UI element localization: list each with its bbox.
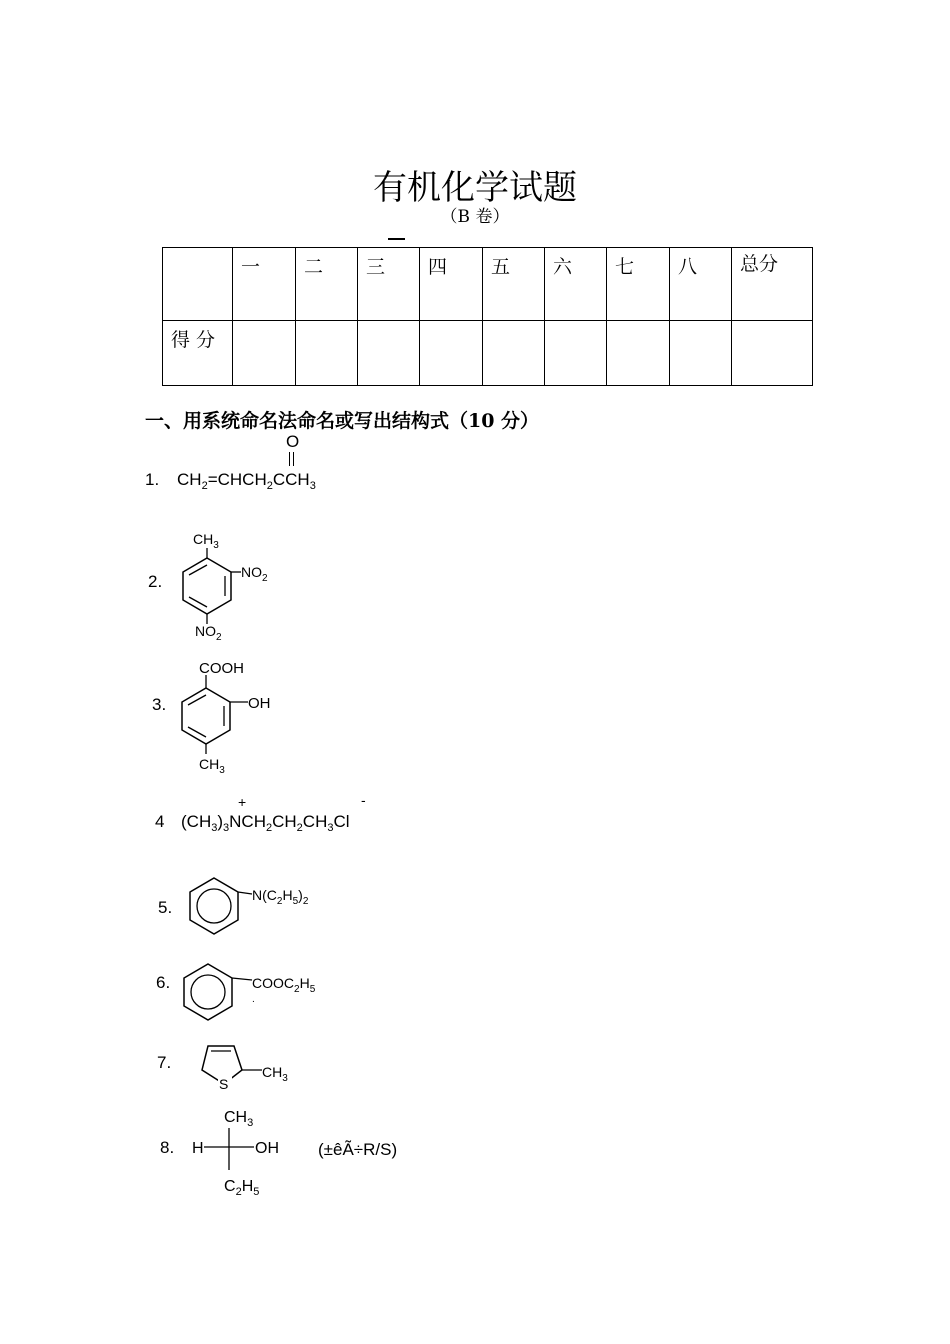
svg-text:NO2: $NO_2$ bbox=[241, 564, 268, 584]
page-subtitle: （B 卷） bbox=[440, 207, 510, 227]
score-row-label: 得 分 bbox=[163, 321, 233, 386]
score-header-cell: 二 bbox=[296, 248, 358, 321]
score-header-cell: 一 bbox=[233, 248, 296, 321]
formula-1: $CH_2=CHCH_2CCH_3$ bbox=[177, 470, 316, 492]
formula-4: $(CH_3)_3NCH_2CH_2CH_3Cl$ bbox=[181, 812, 350, 834]
svg-text:CH3: $CH_3$ bbox=[199, 756, 225, 776]
svg-text:C2H5: $C_2H_5$ bbox=[224, 1178, 260, 1198]
score-header-cell: 五 bbox=[483, 248, 545, 321]
score-cell[interactable] bbox=[670, 321, 732, 386]
structure-5 bbox=[180, 870, 330, 942]
svg-text:CH3: $CH_3$ bbox=[262, 1064, 288, 1084]
score-table bbox=[162, 247, 813, 386]
svg-text:CH3: $CH_3$ bbox=[224, 1109, 254, 1129]
svg-text:OH: OH bbox=[248, 695, 271, 712]
question-number: 5. bbox=[158, 898, 173, 917]
structure-3 bbox=[170, 656, 290, 778]
score-cell[interactable] bbox=[358, 321, 420, 386]
score-header-cell bbox=[163, 248, 233, 321]
score-cell[interactable] bbox=[732, 321, 813, 386]
chirality-note: (±êÃ÷R/S) bbox=[318, 1140, 398, 1159]
structure-6 bbox=[176, 958, 336, 1028]
carbonyl-oxygen: O bbox=[286, 432, 300, 451]
svg-text:CH3: $CH_3$ bbox=[193, 531, 219, 551]
svg-text:S: S bbox=[219, 1076, 229, 1092]
score-cell[interactable] bbox=[420, 321, 483, 386]
divider-mark bbox=[388, 238, 405, 240]
question-number: 4 bbox=[155, 812, 165, 831]
double-bond bbox=[289, 452, 294, 466]
svg-text:.: . bbox=[252, 994, 255, 1005]
structure-2 bbox=[165, 528, 285, 643]
svg-text:NO2: $NO_2$ bbox=[195, 623, 222, 643]
minus-charge: - bbox=[361, 792, 366, 808]
score-header-cell: 六 bbox=[545, 248, 607, 321]
question-number: 7. bbox=[157, 1053, 172, 1072]
question-number: 8. bbox=[160, 1138, 175, 1157]
score-table-header-row bbox=[163, 248, 813, 321]
svg-text:COOH: COOH bbox=[199, 660, 244, 677]
score-cell[interactable] bbox=[296, 321, 358, 386]
svg-text:N(C2H5)2: $N(C_2H_5)_2$ bbox=[252, 887, 309, 907]
score-cell[interactable] bbox=[483, 321, 545, 386]
svg-text:OH: OH bbox=[255, 1140, 279, 1157]
section-heading: 一、用系统命名法命名或写出结构式（10 分） bbox=[145, 410, 540, 432]
score-cell[interactable] bbox=[607, 321, 670, 386]
structure-8 bbox=[188, 1100, 298, 1200]
svg-text:H: H bbox=[192, 1140, 204, 1157]
structure-7 bbox=[196, 1036, 306, 1096]
score-header-cell: 三 bbox=[358, 248, 420, 321]
question-number: 6. bbox=[156, 973, 171, 992]
question-number: 2. bbox=[148, 572, 163, 591]
score-table-score-row bbox=[163, 321, 813, 386]
score-header-cell: 总分 bbox=[732, 248, 813, 321]
svg-text:COOC2H5: $COOC_2H_5$ bbox=[252, 975, 316, 995]
question-number: 3. bbox=[152, 695, 167, 714]
question-number: 1. bbox=[145, 470, 160, 489]
score-cell[interactable] bbox=[545, 321, 607, 386]
score-header-cell: 八 bbox=[670, 248, 732, 321]
page-title: 有机化学试题 bbox=[373, 168, 577, 208]
score-header-cell: 七 bbox=[607, 248, 670, 321]
score-cell[interactable] bbox=[233, 321, 296, 386]
plus-charge: + bbox=[238, 794, 247, 810]
score-header-cell: 四 bbox=[420, 248, 483, 321]
